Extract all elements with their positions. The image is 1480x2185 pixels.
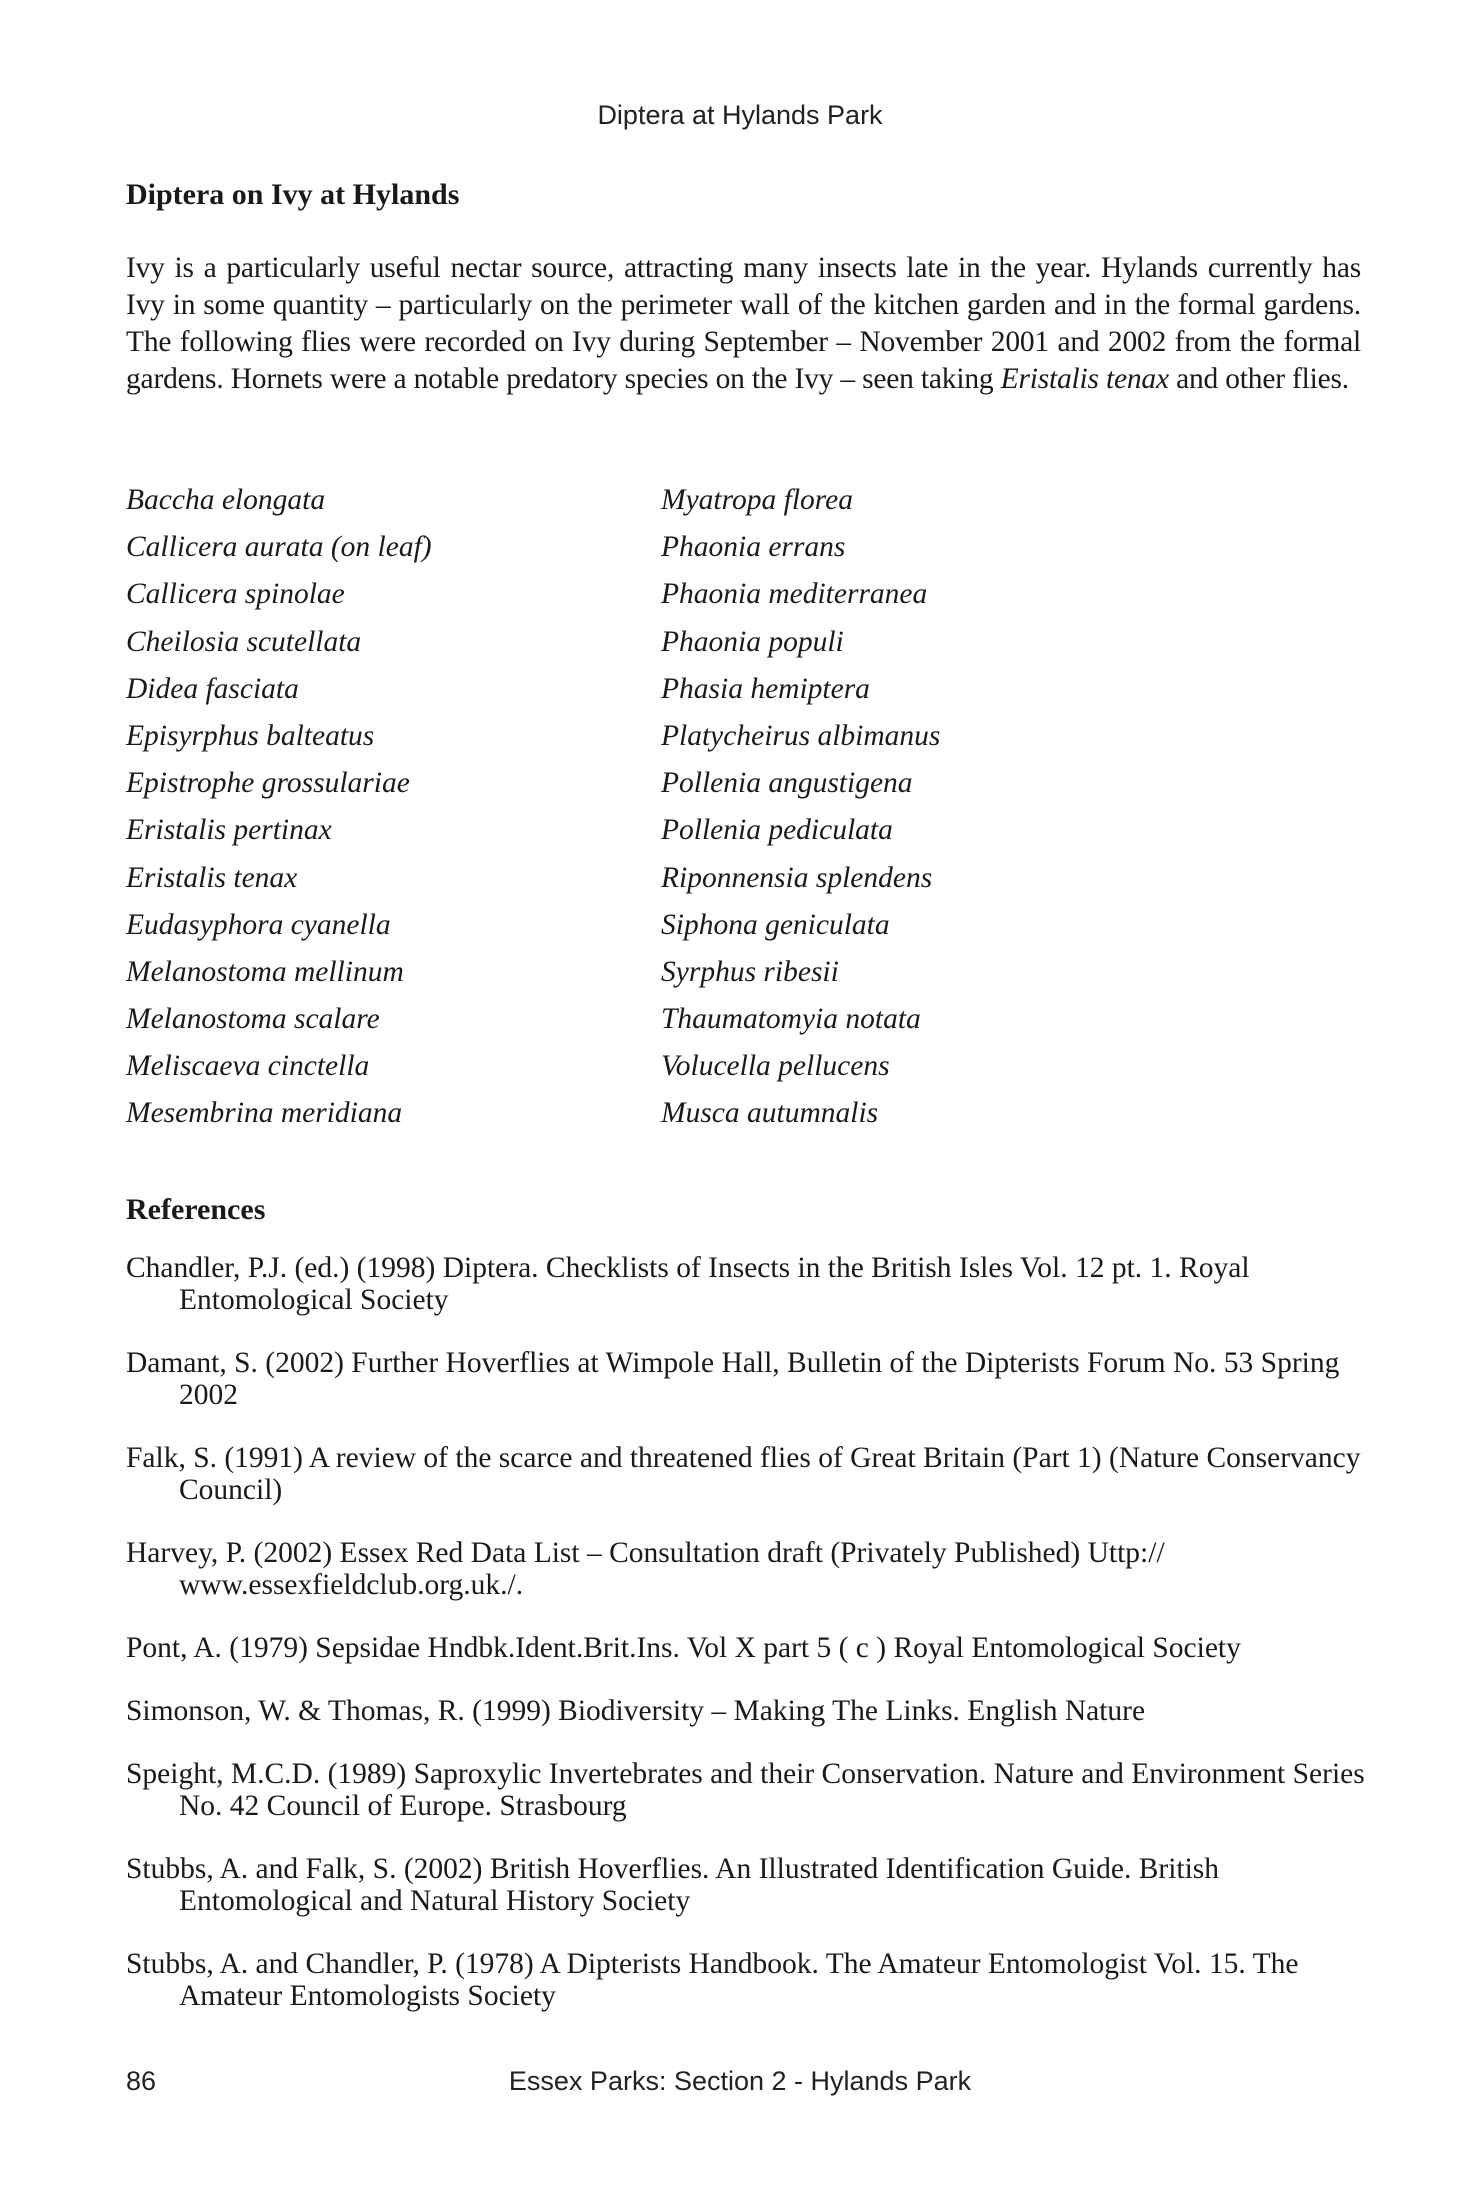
species-item: Pollenia pediculata <box>661 814 893 847</box>
reference-item: Damant, S. (2002) Further Hoverflies at Wimpole Hall, Bulletin of the Dipterists Forum No. 53 Spring 2002 <box>126 1347 1340 1411</box>
species-item: Musca autumnalis <box>661 1097 879 1130</box>
references-heading: References <box>126 1193 266 1226</box>
species-item: Eristalis tenax <box>126 861 298 894</box>
species-item: Phasia hemiptera <box>661 672 870 705</box>
species-item: Volucella pellucens <box>661 1050 890 1083</box>
species-item: Platycheirus albimanus <box>661 719 941 752</box>
species-item: Eristalis pertinax <box>126 814 332 847</box>
species-item: Cheilosia scutellata <box>126 625 362 658</box>
species-item: Myatropa florea <box>661 484 853 516</box>
species-item: Phaonia mediterranea <box>661 578 928 611</box>
species-item: Eudasyphora cyanella <box>126 908 391 941</box>
species-item: Syrphus ribesii <box>661 955 839 988</box>
reference-item: Simonson, W. & Thomas, R. (1999) Biodiversity – Making The Links. English Nature <box>126 1695 1146 1727</box>
species-item: Meliscaeva cinctella <box>126 1050 370 1083</box>
species-item: Callicera spinolae <box>126 578 345 611</box>
species-item: Riponnensia splendens <box>661 861 933 894</box>
reference-item: Harvey, P. (2002) Essex Red Data List – Consultation draft (Privately Published) Uttp:// www.essexfieldclub.org.uk./. <box>126 1537 1165 1601</box>
species-item: Phaonia errans <box>661 531 846 564</box>
reference-item: Stubbs, A. and Chandler, P. (1978) A Dipterists Handbook. The Amateur Entomologist Vol. 15. The Amateur Entomologists Society <box>126 1948 1299 2012</box>
species-item: Callicera aurata (on leaf) <box>126 531 432 564</box>
intro-text-end: and other flies. <box>1168 363 1349 395</box>
references-list <box>126 1252 1366 2043</box>
species-item: Episyrphus balteatus <box>126 719 375 752</box>
intro-paragraph <box>126 250 1361 398</box>
intro-text: Ivy is a particularly useful nectar source, attracting many insects late in the year. Hylands currently has Ivy in some quantity – particularly on the perimeter wall of the kitchen garden and in the formal gardens. The following flies were recorded on Ivy during September – November 2001 and 2002 from the formal gardens. Hornets were a notable predatory species on the Ivy – seen taking <box>126 252 1361 395</box>
reference-item: Pont, A. (1979) Sepsidae Hndbk.Ident.Brit.Ins. Vol X part 5 ( c ) Royal Entomological Society <box>126 1632 1241 1664</box>
species-item: Siphona geniculata <box>661 908 890 941</box>
running-header: Diptera at Hylands Park <box>597 100 883 130</box>
section-heading: Diptera on Ivy at Hylands <box>126 178 460 211</box>
species-item: Phaonia populi <box>661 625 844 658</box>
page-number: 86 <box>126 2066 157 2096</box>
intro-species-name: Eristalis tenax <box>1000 363 1169 395</box>
species-item: Didea fasciata <box>126 672 299 705</box>
species-item: Melanostoma mellinum <box>126 955 404 988</box>
species-item: Pollenia angustigena <box>661 767 913 800</box>
species-item: Thaumatomyia notata <box>661 1003 921 1036</box>
reference-item: Falk, S. (1991) A review of the scarce and threatened flies of Great Britain (Part 1) (Nature Conservancy Council) <box>126 1442 1361 1506</box>
reference-item: Chandler, P.J. (ed.) (1998) Diptera. Checklists of Insects in the British Isles Vol. 12 pt. 1. Royal Entomological Society <box>126 1252 1250 1316</box>
species-item: Melanostoma scalare <box>126 1003 380 1036</box>
species-item: Mesembrina meridiana <box>126 1097 403 1130</box>
species-list-right <box>661 482 940 1143</box>
reference-item: Speight, M.C.D. (1989) Saproxylic Invertebrates and their Conservation. Nature and Environment Series No. 42 Council of Europe. Strasbourg <box>126 1758 1365 1822</box>
species-item: Epistrophe grossulariae <box>126 767 410 800</box>
reference-item: Stubbs, A. and Falk, S. (2002) British Hoverflies. An Illustrated Identification Guide. British Entomological and Natural History Society <box>126 1853 1220 1917</box>
species-list-left <box>126 482 432 1143</box>
footer-publication: Essex Parks: Section 2 - Hylands Park <box>508 2066 972 2096</box>
species-item: Baccha elongata <box>126 484 326 516</box>
